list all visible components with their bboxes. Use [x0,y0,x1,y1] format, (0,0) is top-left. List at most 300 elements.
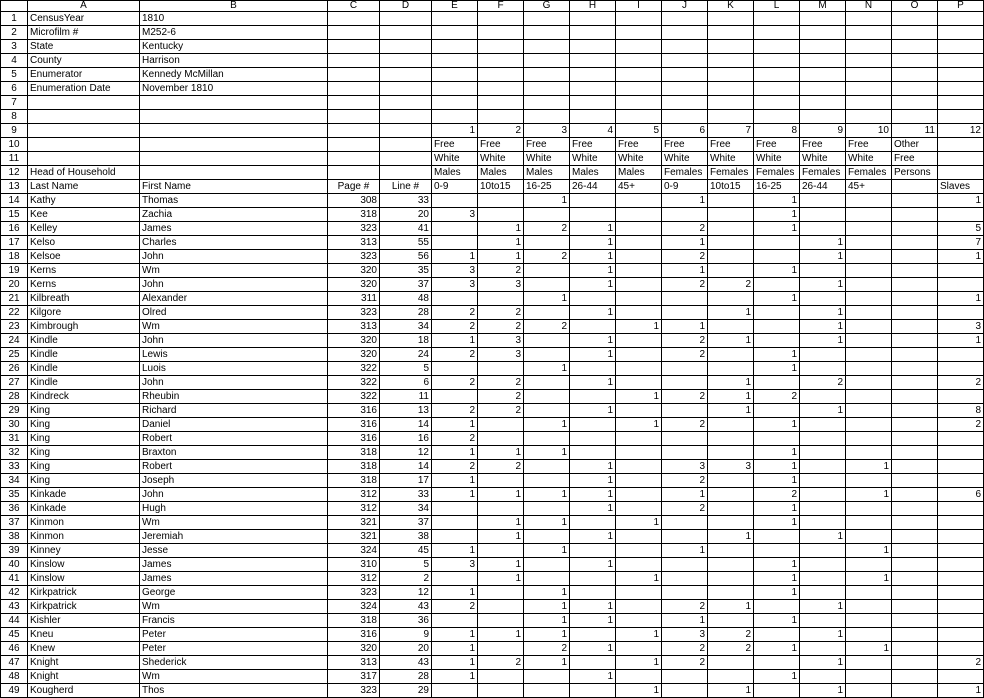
value-cell[interactable] [708,558,754,572]
value-cell[interactable] [938,586,984,600]
value-cell[interactable]: 41 [380,222,432,236]
value-cell[interactable] [892,614,938,628]
value-cell[interactable] [846,656,892,670]
column-header-n[interactable]: N [846,1,892,12]
value-cell[interactable]: 1 [570,236,616,250]
value-cell[interactable]: 1 [616,418,662,432]
value-cell[interactable]: 2 [478,656,524,670]
value-cell[interactable]: 2 [662,502,708,516]
value-cell[interactable]: 2 [432,306,478,320]
value-cell[interactable] [708,544,754,558]
value-cell[interactable]: 1 [846,642,892,656]
value-cell[interactable] [754,334,800,348]
value-cell[interactable] [800,474,846,488]
cell[interactable] [708,26,754,40]
value-cell[interactable] [892,530,938,544]
cell[interactable] [800,40,846,54]
value-cell[interactable] [892,572,938,586]
value-cell[interactable]: 1 [524,600,570,614]
value-cell[interactable] [662,558,708,572]
value-cell[interactable] [892,348,938,362]
value-cell[interactable] [524,474,570,488]
cell[interactable] [708,110,754,124]
value-cell[interactable] [892,502,938,516]
value-cell[interactable]: 2 [524,222,570,236]
value-cell[interactable] [478,208,524,222]
value-cell[interactable]: 2 [662,656,708,670]
value-cell[interactable] [662,306,708,320]
last-name-cell[interactable]: Kindle [28,334,140,348]
value-cell[interactable]: 318 [328,460,380,474]
value-cell[interactable]: 1 [616,516,662,530]
cell[interactable] [938,54,984,68]
value-cell[interactable]: 1 [662,320,708,334]
value-cell[interactable]: 1 [616,628,662,642]
category-header[interactable]: Free [432,138,478,152]
value-cell[interactable] [662,446,708,460]
value-cell[interactable] [846,558,892,572]
value-cell[interactable]: 1 [570,306,616,320]
value-cell[interactable] [892,684,938,698]
value-cell[interactable]: 1 [800,306,846,320]
cell[interactable] [140,138,328,152]
value-cell[interactable] [892,432,938,446]
row-header[interactable]: 1 [1,12,28,26]
value-cell[interactable]: 2 [754,488,800,502]
cell[interactable] [478,110,524,124]
value-cell[interactable]: 2 [432,376,478,390]
first-name-cell[interactable]: Zachia [140,208,328,222]
value-cell[interactable] [570,292,616,306]
value-cell[interactable]: 1 [662,614,708,628]
value-cell[interactable] [478,600,524,614]
value-cell[interactable] [754,544,800,558]
cell[interactable] [328,166,380,180]
category-header[interactable]: Free [478,138,524,152]
column-number[interactable]: 12 [938,124,984,138]
value-cell[interactable]: 2 [524,320,570,334]
value-cell[interactable] [938,600,984,614]
cell[interactable] [432,26,478,40]
value-cell[interactable] [846,446,892,460]
value-cell[interactable]: 1 [478,516,524,530]
value-cell[interactable]: 8 [938,404,984,418]
value-cell[interactable] [524,334,570,348]
row-header[interactable]: 49 [1,684,28,698]
row-header[interactable]: 4 [1,54,28,68]
value-cell[interactable] [616,236,662,250]
cell[interactable] [140,124,328,138]
value-cell[interactable]: 310 [328,558,380,572]
value-cell[interactable]: 1 [432,586,478,600]
cell[interactable] [380,152,432,166]
value-cell[interactable]: 320 [328,334,380,348]
value-cell[interactable]: 2 [938,376,984,390]
value-cell[interactable] [754,250,800,264]
value-cell[interactable] [892,320,938,334]
value-cell[interactable]: 2 [478,376,524,390]
cell[interactable] [570,110,616,124]
cell[interactable] [662,12,708,26]
category-header[interactable]: Free [616,138,662,152]
field-header[interactable]: Line # [380,180,432,194]
value-cell[interactable]: 38 [380,530,432,544]
value-cell[interactable] [754,376,800,390]
cell[interactable] [478,54,524,68]
value-cell[interactable]: 1 [524,362,570,376]
last-name-cell[interactable]: Kneu [28,628,140,642]
row-header[interactable]: 33 [1,460,28,474]
category-header[interactable]: Free [708,138,754,152]
cell[interactable] [616,40,662,54]
value-cell[interactable] [938,348,984,362]
row-header[interactable]: 5 [1,68,28,82]
value-cell[interactable]: 1 [570,502,616,516]
cell[interactable] [708,68,754,82]
column-header-f[interactable]: F [478,1,524,12]
value-cell[interactable] [846,250,892,264]
cell[interactable] [380,124,432,138]
last-name-cell[interactable]: Kinslow [28,572,140,586]
value-cell[interactable]: 1 [432,642,478,656]
cell[interactable] [708,54,754,68]
column-number[interactable]: 2 [478,124,524,138]
first-name-cell[interactable]: James [140,558,328,572]
first-name-cell[interactable]: John [140,488,328,502]
row-header[interactable]: 36 [1,502,28,516]
value-cell[interactable] [708,194,754,208]
value-cell[interactable] [616,404,662,418]
value-cell[interactable] [892,222,938,236]
value-cell[interactable]: 1 [846,544,892,558]
value-cell[interactable]: 6 [938,488,984,502]
value-cell[interactable] [800,558,846,572]
value-cell[interactable]: 1 [754,516,800,530]
category-header[interactable]: White [708,152,754,166]
value-cell[interactable] [570,194,616,208]
value-cell[interactable] [846,516,892,530]
value-cell[interactable] [570,320,616,334]
value-cell[interactable] [892,390,938,404]
value-cell[interactable] [524,390,570,404]
column-header-i[interactable]: I [616,1,662,12]
value-cell[interactable]: 2 [662,418,708,432]
value-cell[interactable] [524,684,570,698]
value-cell[interactable] [616,586,662,600]
value-cell[interactable] [800,362,846,376]
cell[interactable] [616,82,662,96]
value-cell[interactable] [938,502,984,516]
column-header-e[interactable]: E [432,1,478,12]
row-header[interactable]: 35 [1,488,28,502]
value-cell[interactable]: 1 [708,530,754,544]
category-header[interactable]: White [524,152,570,166]
value-cell[interactable]: 2 [800,376,846,390]
value-cell[interactable]: 2 [938,656,984,670]
value-cell[interactable] [616,502,662,516]
value-cell[interactable]: 34 [380,502,432,516]
value-cell[interactable] [432,292,478,306]
value-cell[interactable] [478,670,524,684]
value-cell[interactable]: 24 [380,348,432,362]
value-cell[interactable] [892,194,938,208]
cell[interactable] [328,152,380,166]
value-cell[interactable]: 1 [754,362,800,376]
value-cell[interactable]: 12 [380,446,432,460]
value-cell[interactable]: 1 [432,474,478,488]
last-name-cell[interactable]: Kindle [28,376,140,390]
first-name-cell[interactable]: John [140,278,328,292]
meta-label[interactable]: Enumerator [28,68,140,82]
cell[interactable] [478,26,524,40]
row-header[interactable]: 3 [1,40,28,54]
row-header[interactable]: 19 [1,264,28,278]
meta-label[interactable]: State [28,40,140,54]
field-header[interactable]: Slaves [938,180,984,194]
field-header[interactable]: 16-25 [754,180,800,194]
category-header[interactable]: Males [616,166,662,180]
value-cell[interactable] [800,222,846,236]
value-cell[interactable]: 11 [380,390,432,404]
value-cell[interactable] [662,516,708,530]
value-cell[interactable] [892,250,938,264]
cell[interactable] [892,12,938,26]
first-name-cell[interactable]: John [140,250,328,264]
first-name-cell[interactable]: Joseph [140,474,328,488]
value-cell[interactable]: 3 [662,460,708,474]
column-header-b[interactable]: B [140,1,328,12]
cell[interactable] [140,96,328,110]
cell[interactable] [524,110,570,124]
value-cell[interactable] [708,516,754,530]
value-cell[interactable]: 1 [432,488,478,502]
value-cell[interactable]: 1 [616,656,662,670]
category-header[interactable]: Persons [892,166,938,180]
cell[interactable] [380,138,432,152]
field-header[interactable]: 26-44 [800,180,846,194]
row-header[interactable]: 24 [1,334,28,348]
category-header[interactable]: White [570,152,616,166]
category-header[interactable]: White [754,152,800,166]
cell[interactable] [708,82,754,96]
value-cell[interactable]: 1 [616,390,662,404]
category-header[interactable]: Free [570,138,616,152]
value-cell[interactable]: 1 [754,348,800,362]
value-cell[interactable] [892,544,938,558]
value-cell[interactable]: 1 [754,572,800,586]
value-cell[interactable] [432,516,478,530]
cell[interactable] [380,40,432,54]
cell[interactable] [754,54,800,68]
value-cell[interactable]: 1 [846,488,892,502]
value-cell[interactable] [524,670,570,684]
value-cell[interactable] [616,530,662,544]
cell[interactable] [800,12,846,26]
value-cell[interactable] [708,502,754,516]
value-cell[interactable] [938,516,984,530]
value-cell[interactable] [478,544,524,558]
value-cell[interactable]: 33 [380,488,432,502]
cell[interactable] [328,68,380,82]
category-header[interactable]: Free [892,152,938,166]
cell[interactable] [800,110,846,124]
value-cell[interactable] [616,278,662,292]
value-cell[interactable] [846,670,892,684]
first-name-cell[interactable]: Lewis [140,348,328,362]
value-cell[interactable] [938,264,984,278]
first-name-cell[interactable]: Peter [140,628,328,642]
cell[interactable] [380,54,432,68]
value-cell[interactable]: 28 [380,670,432,684]
value-cell[interactable] [846,278,892,292]
cell[interactable] [616,54,662,68]
row-header[interactable]: 20 [1,278,28,292]
value-cell[interactable] [892,334,938,348]
value-cell[interactable] [846,628,892,642]
value-cell[interactable] [432,614,478,628]
value-cell[interactable]: 3 [432,278,478,292]
cell[interactable] [616,26,662,40]
value-cell[interactable] [892,404,938,418]
value-cell[interactable] [800,670,846,684]
value-cell[interactable] [708,292,754,306]
value-cell[interactable]: 323 [328,306,380,320]
value-cell[interactable] [478,502,524,516]
category-header[interactable]: White [846,152,892,166]
value-cell[interactable]: 1 [524,628,570,642]
cell[interactable] [570,82,616,96]
cell[interactable] [892,110,938,124]
category-header[interactable]: White [432,152,478,166]
value-cell[interactable]: 2 [478,460,524,474]
field-header[interactable] [892,180,938,194]
value-cell[interactable]: 2 [662,600,708,614]
cell[interactable] [524,82,570,96]
row-header[interactable]: 32 [1,446,28,460]
cell[interactable] [938,12,984,26]
value-cell[interactable]: 1 [570,404,616,418]
cell[interactable] [616,96,662,110]
cell[interactable] [380,96,432,110]
value-cell[interactable] [570,432,616,446]
value-cell[interactable]: 1 [708,334,754,348]
row-header[interactable]: 31 [1,432,28,446]
value-cell[interactable] [708,250,754,264]
value-cell[interactable] [570,572,616,586]
value-cell[interactable] [616,376,662,390]
category-header[interactable]: White [800,152,846,166]
cell[interactable] [478,12,524,26]
value-cell[interactable] [478,474,524,488]
value-cell[interactable] [662,376,708,390]
value-cell[interactable] [800,488,846,502]
cell[interactable] [328,82,380,96]
value-cell[interactable] [938,390,984,404]
cell[interactable] [846,54,892,68]
value-cell[interactable]: 9 [380,628,432,642]
cell[interactable] [140,110,328,124]
value-cell[interactable]: 318 [328,614,380,628]
value-cell[interactable]: 1 [662,544,708,558]
value-cell[interactable] [800,264,846,278]
value-cell[interactable]: 1 [800,628,846,642]
row-header[interactable]: 42 [1,586,28,600]
value-cell[interactable] [800,418,846,432]
value-cell[interactable]: 2 [754,390,800,404]
value-cell[interactable]: 313 [328,656,380,670]
row-header[interactable]: 23 [1,320,28,334]
value-cell[interactable]: 34 [380,320,432,334]
value-cell[interactable]: 6 [380,376,432,390]
last-name-cell[interactable]: Knight [28,656,140,670]
value-cell[interactable] [846,292,892,306]
value-cell[interactable]: 1 [754,558,800,572]
value-cell[interactable]: 1 [800,656,846,670]
last-name-cell[interactable]: Knew [28,642,140,656]
value-cell[interactable]: 1 [800,320,846,334]
cell[interactable] [380,26,432,40]
first-name-cell[interactable]: Francis [140,614,328,628]
column-number[interactable]: 3 [524,124,570,138]
cell[interactable] [524,68,570,82]
value-cell[interactable] [616,446,662,460]
last-name-cell[interactable]: Kindle [28,362,140,376]
value-cell[interactable]: 1 [754,418,800,432]
value-cell[interactable]: 1 [754,614,800,628]
value-cell[interactable]: 1 [478,558,524,572]
value-cell[interactable] [708,586,754,600]
value-cell[interactable]: 1 [432,250,478,264]
row-header[interactable]: 13 [1,180,28,194]
value-cell[interactable]: 20 [380,642,432,656]
meta-label[interactable]: Microfilm # [28,26,140,40]
value-cell[interactable] [892,474,938,488]
last-name-cell[interactable]: Kilbreath [28,292,140,306]
cell[interactable] [846,12,892,26]
value-cell[interactable]: 1 [570,488,616,502]
cell[interactable] [662,68,708,82]
row-header[interactable]: 11 [1,152,28,166]
value-cell[interactable]: 312 [328,502,380,516]
row-header[interactable]: 43 [1,600,28,614]
last-name-cell[interactable]: Kinmon [28,516,140,530]
value-cell[interactable] [892,376,938,390]
meta-value[interactable]: M252-6 [140,26,328,40]
cell[interactable] [570,96,616,110]
value-cell[interactable] [708,418,754,432]
value-cell[interactable]: 1 [754,642,800,656]
row-header[interactable]: 21 [1,292,28,306]
value-cell[interactable] [616,292,662,306]
value-cell[interactable] [708,320,754,334]
value-cell[interactable] [570,586,616,600]
value-cell[interactable] [892,656,938,670]
category-header[interactable]: Males [570,166,616,180]
value-cell[interactable]: 1 [570,264,616,278]
value-cell[interactable] [800,208,846,222]
meta-label[interactable]: Enumeration Date [28,82,140,96]
column-header-a[interactable]: A [28,1,140,12]
cell[interactable] [846,96,892,110]
column-number[interactable]: 10 [846,124,892,138]
column-number[interactable]: 5 [616,124,662,138]
value-cell[interactable] [938,362,984,376]
value-cell[interactable] [708,222,754,236]
cell[interactable] [938,110,984,124]
cell[interactable] [478,40,524,54]
value-cell[interactable]: 1 [662,488,708,502]
value-cell[interactable]: 1 [478,530,524,544]
